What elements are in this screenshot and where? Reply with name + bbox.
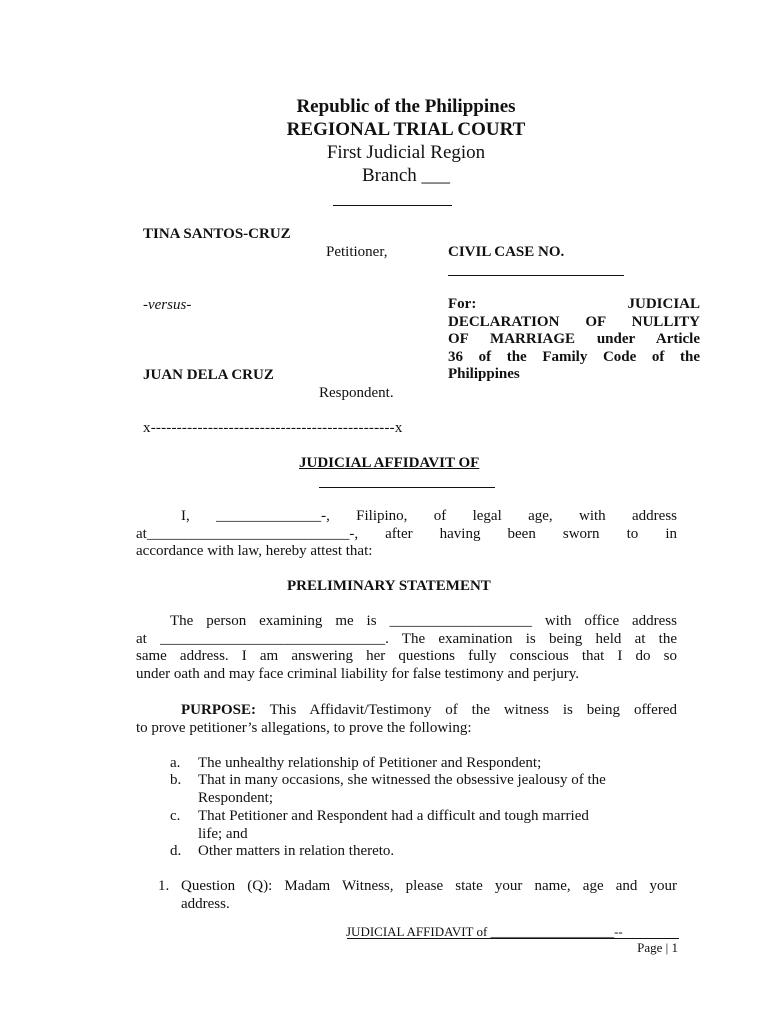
preliminary-paragraph: [136, 613, 677, 683]
list-item-text-cont: Respondent;: [198, 789, 273, 806]
case-nature-line2: DECLARATION OF NULLITY: [448, 313, 700, 330]
page-number: Page | 1: [637, 940, 678, 955]
list-item-text: That Petitioner and Respondent had a difficult and tough married: [198, 808, 589, 824]
purpose-line2: to prove petitioner’s allegations, to prove the following:: [136, 719, 472, 736]
list-item-text-cont: life; and: [198, 825, 248, 842]
preliminary-line3: same address. I am answering her questions fully conscious that I do so: [136, 648, 677, 664]
affidavit-title-text: JUDICIAL AFFIDAVIT OF: [299, 455, 480, 471]
preliminary-line2: at ______________________________. The examination is being held at the: [136, 630, 677, 647]
purpose-line1: [136, 702, 677, 720]
case-nature-line5: Philippines: [448, 366, 520, 382]
respondent-name: JUAN DELA CRUZ: [143, 367, 274, 383]
list-item-label: b.: [170, 772, 182, 788]
for-label: For:: [448, 296, 477, 312]
court-heading: REGIONAL TRIAL COURT: [286, 119, 526, 140]
list-item-text: That in many occasions, she witnessed the obsessive jealousy of the: [198, 772, 606, 788]
question-1-line1: Question (Q): Madam Witness, please state your name, age and your: [181, 878, 677, 894]
intro-paragraph: [136, 508, 677, 561]
affidavit-title: [299, 455, 479, 473]
petitioner-name: TINA SANTOS-CRUZ: [143, 226, 291, 242]
intro-line3: accordance with law, hereby attest that:: [136, 543, 373, 559]
respondent-label: Respondent.: [319, 385, 394, 401]
civil-case-label: CIVIL CASE NO.: [448, 244, 565, 260]
republic-heading: Republic of the Philippines: [296, 96, 516, 117]
header-rule: [333, 205, 452, 206]
region-heading: First Judicial Region: [326, 142, 486, 163]
question-number: 1.: [158, 878, 170, 894]
purpose-label: PURPOSE:: [181, 702, 256, 718]
list-item-text: Other matters in relation thereto.: [198, 843, 395, 859]
versus-label: -versus-: [143, 297, 192, 313]
footer-rule: [347, 938, 679, 939]
affiant-name-blank: [319, 487, 495, 488]
intro-line2: at___________________________-, after having been sworn to in: [136, 525, 677, 542]
list-item: [170, 808, 677, 843]
list-item: [170, 772, 677, 807]
for-judicial: JUDICIAL: [627, 296, 700, 312]
list-item-label: d.: [170, 843, 182, 859]
purpose-paragraph: [136, 702, 677, 737]
purpose-line1-text: This Affidavit/Testimony of the witness is being offered: [256, 702, 677, 718]
petitioner-label: Petitioner,: [326, 244, 388, 260]
list-item-label: a.: [170, 755, 181, 771]
case-nature-line3: OF MARRIAGE under Article: [448, 331, 700, 347]
preliminary-heading: PRELIMINARY STATEMENT: [287, 578, 491, 594]
preliminary-line4: under oath and may face criminal liability for false testimony and perjury.: [136, 665, 580, 682]
preliminary-line1: The person examining me is ___________________ with office address: [170, 613, 677, 629]
caption-separator: x-----------------------------------------------x: [143, 420, 403, 436]
case-nature: [448, 296, 700, 384]
list-item: [170, 755, 677, 773]
case-number-blank: [448, 275, 624, 276]
running-footer: JUDICIAL AFFIDAVIT of ___________________--: [346, 924, 623, 939]
branch-heading: Branch ___: [361, 165, 451, 186]
question-1: [181, 878, 677, 913]
intro-line1: I, ______________-, Filipino, of legal age, with address: [181, 508, 677, 524]
case-nature-line4: 36 of the Family Code of the: [448, 348, 700, 365]
list-item-label: c.: [170, 808, 181, 824]
list-item-text: The unhealthy relationship of Petitioner and Respondent;: [198, 755, 542, 771]
question-1-line2: address.: [181, 895, 230, 912]
list-item: [170, 843, 677, 861]
